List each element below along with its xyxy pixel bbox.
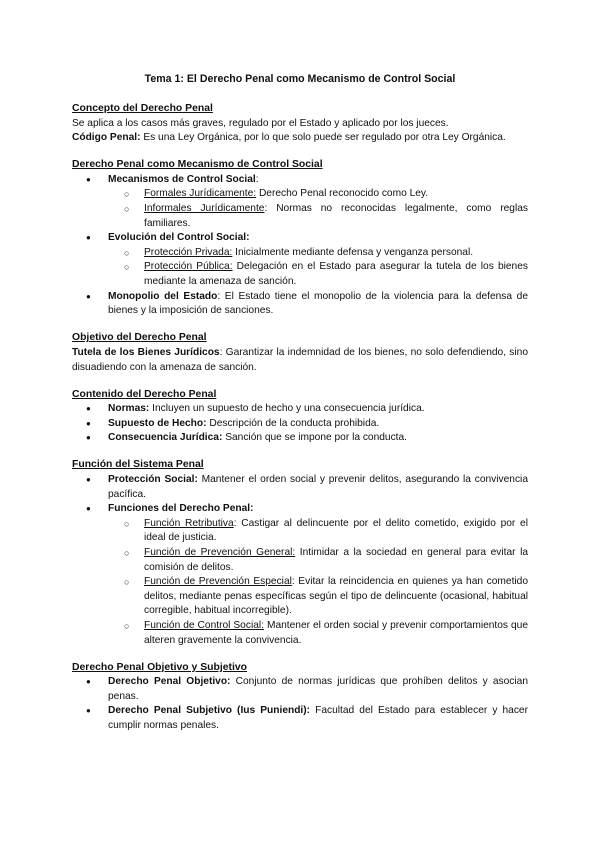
section-heading: Función del Sistema Penal: [72, 459, 204, 471]
paragraph: Código Penal: Es una Ley Orgánica, por lo que solo puede ser regulado por otra Ley Orgánica.: [72, 132, 506, 144]
section-objetivo: [72, 331, 528, 375]
sub-list: [108, 246, 528, 290]
paragraph: Se aplica a los casos más graves, regulado por el Estado y aplicado por los jueces.: [72, 117, 449, 129]
sub-list-item: ○ Protección Pública: Delegación en el Estado para asegurar la tutela de los bienes mediante la amenaza de sanción.: [72, 260, 528, 289]
section-heading: Objetivo del Derecho Penal: [72, 332, 207, 344]
list-item: ● Supuesto de Hecho: Descripción de la conducta prohibida.: [72, 417, 528, 432]
list-item: ● Derecho Penal Objetivo: Conjunto de normas jurídicas que prohíben delitos y asocian penas.: [72, 675, 528, 704]
sub-list-item: ○ Función Retributiva: Castigar al delincuente por el delito cometido, exigido por el ideal de justicia.: [72, 517, 528, 546]
document-title: Tema 1: El Derecho Penal como Mecanismo de Control Social: [144, 73, 456, 85]
sub-list-item: ○ Función de Prevención Especial: Evitar la reincidencia en quienes ya han cometido delitos, mediante penas específicas según el tipo de delincuente (ocasional, habitual corregible, habitual incorregible).: [72, 575, 528, 619]
bullet-list: [72, 675, 528, 733]
list-item: ● Mecanismos de Control Social: ○ Formales Jurídicamente: Derecho Penal reconocido como Ley. ○ Informales Jurídicamente: Normas no reconocidas legalmente, como reglas familiares.: [72, 173, 528, 231]
list-item: ● Consecuencia Jurídica: Sanción que se impone por la conducta.: [72, 431, 528, 446]
sub-list-item: ○ Formales Jurídicamente: Derecho Penal reconocido como Ley.: [72, 187, 528, 202]
section-funcion-sistema: [72, 458, 528, 648]
section-heading: Derecho Penal Objetivo y Subjetivo: [72, 661, 247, 673]
bullet-list: [72, 402, 528, 446]
term-label: Monopolio del Estado: [108, 290, 218, 302]
list-item: ● Monopolio del Estado: El Estado tiene el monopolio de la violencia para la defensa de bienes y la imposición de sanciones.: [72, 290, 528, 319]
section-heading: Derecho Penal como Mecanismo de Control Social: [72, 159, 323, 171]
sub-list-item: ○ Función de Control Social: Mantener el orden social y prevenir comportamientos que alteren gravemente la convivencia.: [72, 619, 528, 648]
term-label: Tutela de los Bienes Jurídicos: [72, 346, 220, 358]
list-item: ● Funciones del Derecho Penal: ○ Función Retributiva: Castigar al delincuente por el delito cometido, exigido por el ideal de justicia. ○ Función de Prevención General: Intimidar a la sociedad en general para evitar la comisión de delitos. ○ Función de Prevención Especial: Evitar la reincidencia en quienes ya han cometido delitos, mediante penas específicas según el tipo de delincuente (ocasional, habitual corregible, habitual incorregible). ○ Función de Control Social: Mantener el orden social y prevenir comportamientos que alteren gravemente la convivencia.: [72, 502, 528, 648]
sub-list: [108, 517, 528, 648]
section-heading: Concepto del Derecho Penal: [72, 103, 213, 114]
paragraph: Tutela de los Bienes Jurídicos: Garantizar la indemnidad de los bienes, no solo defendiendo, sino disuadiendo con la amenaza de sanción.: [72, 346, 528, 373]
list-item: ● Normas: Incluyen un supuesto de hecho y una consecuencia jurídica.: [72, 402, 528, 417]
sub-list-item: ○ Función de Prevención General: Intimidar a la sociedad en general para evitar la comisión de delitos.: [72, 546, 528, 575]
term-label: Mecanismos de Control Social: [108, 173, 256, 185]
term-label: Código Penal:: [72, 132, 141, 144]
section-concepto: [72, 102, 528, 146]
sub-list: [108, 187, 528, 231]
section-contenido: [72, 388, 528, 446]
section-mecanismo-control: [72, 158, 528, 319]
term-label: Evolución del Control Social:: [108, 232, 250, 244]
section-heading: Contenido del Derecho Penal: [72, 388, 217, 400]
section-objetivo-subjetivo: [72, 661, 528, 734]
bullet-list: [72, 173, 528, 319]
list-item: [72, 231, 528, 289]
bullet-list: [72, 473, 528, 648]
list-item: ● Protección Social: Mantener el orden social y prevenir delitos, asegurando la convivencia pacífica.: [72, 473, 528, 502]
sub-list-item: ○ Informales Jurídicamente: Normas no reconocidas legalmente, como reglas familiares.: [72, 202, 528, 231]
sub-list-item: ○ Protección Privada: Inicialmente mediante defensa y venganza personal.: [72, 246, 528, 261]
list-item: ● Derecho Penal Subjetivo (Ius Puniendi): Facultad del Estado para establecer y hacer cumplir normas penales.: [72, 704, 528, 733]
